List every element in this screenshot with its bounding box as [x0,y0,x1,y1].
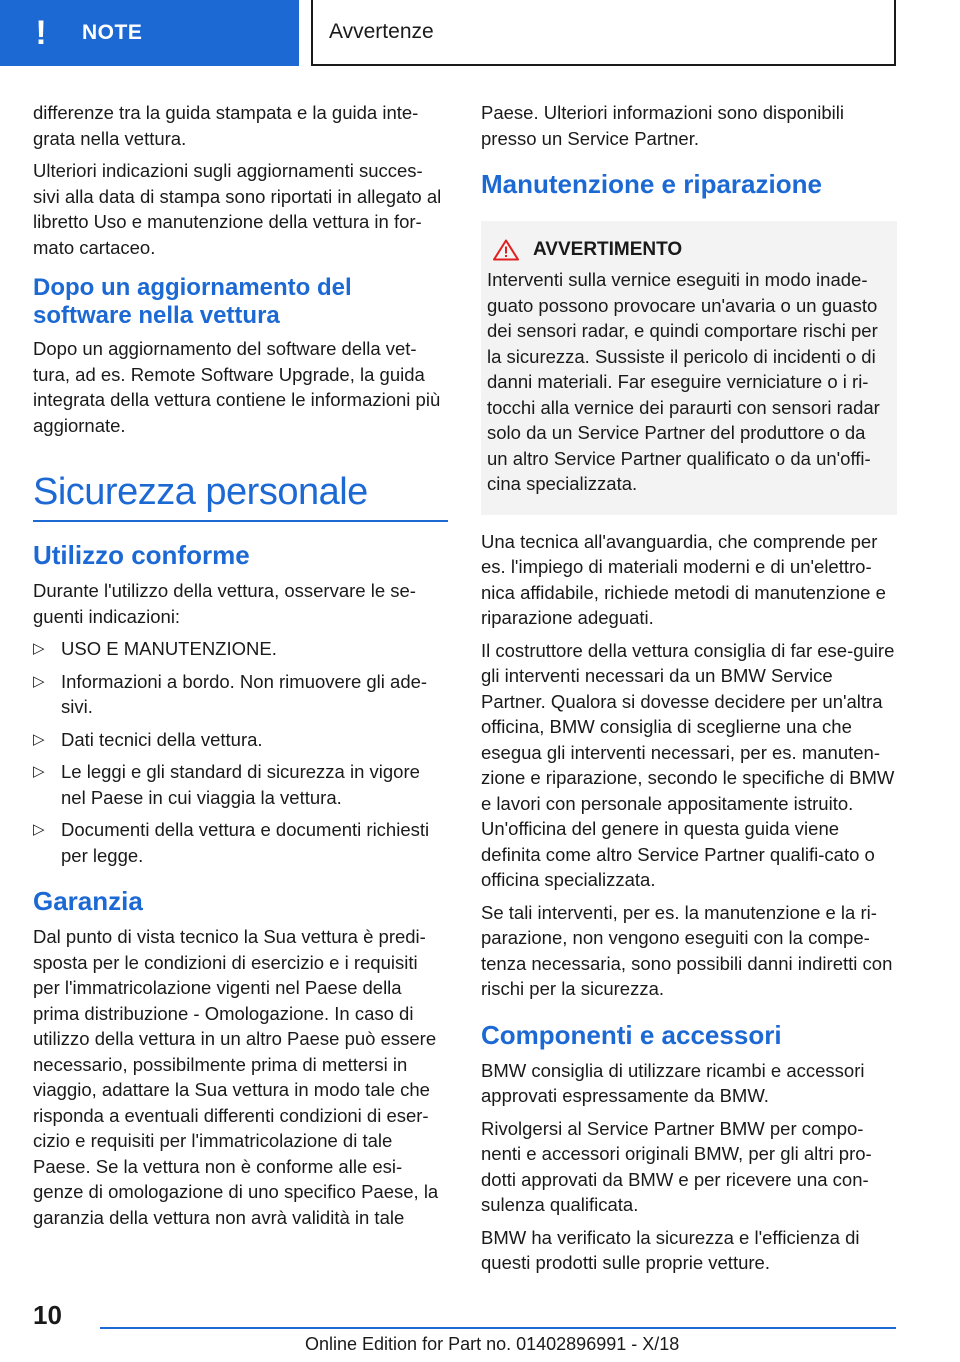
warning-header [487,239,889,261]
footer-divider [100,1327,896,1329]
warning-box [481,221,897,515]
page-number: 10 [33,1300,62,1330]
warning-title: AVVERTIMENTO [533,239,683,260]
bullet-list [33,636,448,868]
paragraph: Rivolgersi al Service Partner BMW per compo-nenti e accessori originali BMW, per gli altri pro-dotti approvati da BMW e per ricevere una con-sulenza qualificata. [481,1117,872,1215]
paragraph: differenze tra la guida stampata e la guida inte-grata nella vettura. [33,102,419,149]
heading-software-update: Dopo un aggiornamento del software nella vettura [33,274,352,329]
paragraph: BMW consiglia di utilizzare ricambi e accessori approvati espressamente da BMW. [481,1059,865,1106]
heading-personal-safety: Sicurezza personale [33,470,448,522]
paragraph: Durante l'utilizzo della vettura, osservare le se-guenti indicazioni: [33,580,416,627]
section-title: Avvertenze [311,0,896,66]
paragraph: BMW ha verificato la sicurezza e l'efficienza di questi prodotti sulle proprie vetture. [481,1226,860,1273]
paragraph: Dopo un aggiornamento del software della vet-tura, ad es. Remote Software Upgrade, la guida integrata della vettura contiene le informazioni più aggiornate. [33,338,441,436]
heading-warranty: Garanzia [33,886,143,916]
note-label: NOTE [82,21,143,44]
heading-components: Componenti e accessori [481,1019,782,1050]
paragraph: Una tecnica all'avanguardia, che comprende per es. l'impiego di materiali moderni e di un'elettro-nica affidabile, richiede metodi di manutenzione e riparazione adeguati. [481,530,886,628]
warning-text: Interventi sulla vernice eseguiti in modo inade-guato possono provocare un'avaria o un guasto dei sensori radar, e quindi comportare rischi per la sicurezza. Sussiste il pericolo di incidenti o di danni materiali. Far eseguire verniciature o i ri-tocchi alla vernice dei paraurti con sensori radar solo da un Service Partner del produttore o da un altro Service Partner qualificato o da un'offi-cina specializzata. [487,269,880,494]
list-item: ▷ Dati tecnici della vettura. [33,727,448,753]
triangle-bullet-icon: ▷ [33,672,45,690]
heading-maintenance: Manutenzione e riparazione [481,169,822,199]
paragraph: Dal punto di vista tecnico la Sua vettura è predi-sposta per le condizioni di esercizio e i requisiti per l'immatricolazione vigenti nel Paese della prima distribuzione - Omologazione. In caso di utilizzo della vettura in un altro Paese può essere necessario, possibilmente prima di mettersi in viaggio, adattare la Sua vettura in modo tale che risponda a eventuali differenti condizioni di eser-cizio e requisiti per l'immatricolazione di tale Paese. Se la vettura non è conforme alle esi-genze di omologazione di uno specifico Paese, la garanzia della vettura non avrà validità in tale [33,926,439,1228]
edition-text: Online Edition for Part no. 01402896991 - X/18 [305,1334,680,1354]
triangle-bullet-icon: ▷ [33,640,45,657]
left-column [33,100,448,1237]
warning-triangle-icon [493,239,519,261]
list-item: ▷ Informazioni a bordo. Non rimuovere gli ade-sivi. [33,670,428,717]
paragraph: Ulteriori indicazioni sugli aggiornamenti succes-sivi alla data di stampa sono riportati in allegato al libretto Uso e manutenzione della vettura in for-mato cartaceo. [33,160,442,258]
heading-proper-use: Utilizzo conforme [33,540,250,570]
triangle-bullet-icon: ▷ [33,730,45,748]
note-tab [0,0,299,66]
right-column [481,100,897,1283]
paragraph: Il costruttore della vettura consiglia di far ese-guire gli interventi necessari da un BMW Service Partner. Qualora si dovesse decidere per un'altra officina, BMW consiglia di sceglierne una che esegua gli interventi necessari, per es. manuten-zione e riparazione, secondo le specifiche di BMW e lavori con personale appositamente istruito. Un'officina del genere in questa guida viene definita come altro Service Partner qualifi-cato o officina specializzata. [481,639,895,890]
triangle-bullet-icon: ▷ [33,821,45,838]
paragraph: Paese. Ulteriori informazioni sono disponibili presso un Service Partner. [481,102,844,149]
triangle-bullet-icon: ▷ [33,763,45,780]
paragraph: Se tali interventi, per es. la manutenzione e la ri-parazione, non vengono eseguiti con la compe-tenza necessaria, sono possibili danni indiretti con rischi per la sicurezza. [481,901,893,999]
list-item: ▷ Le leggi e gli standard di sicurezza in vigore nel Paese in cui viaggia la vettura. [33,761,420,808]
list-item: ▷ Documenti della vettura e documenti richiesti per legge. [33,819,430,866]
exclamation-icon: ! [35,14,47,52]
list-item: ▷ USO E MANUTENZIONE. [33,636,448,662]
